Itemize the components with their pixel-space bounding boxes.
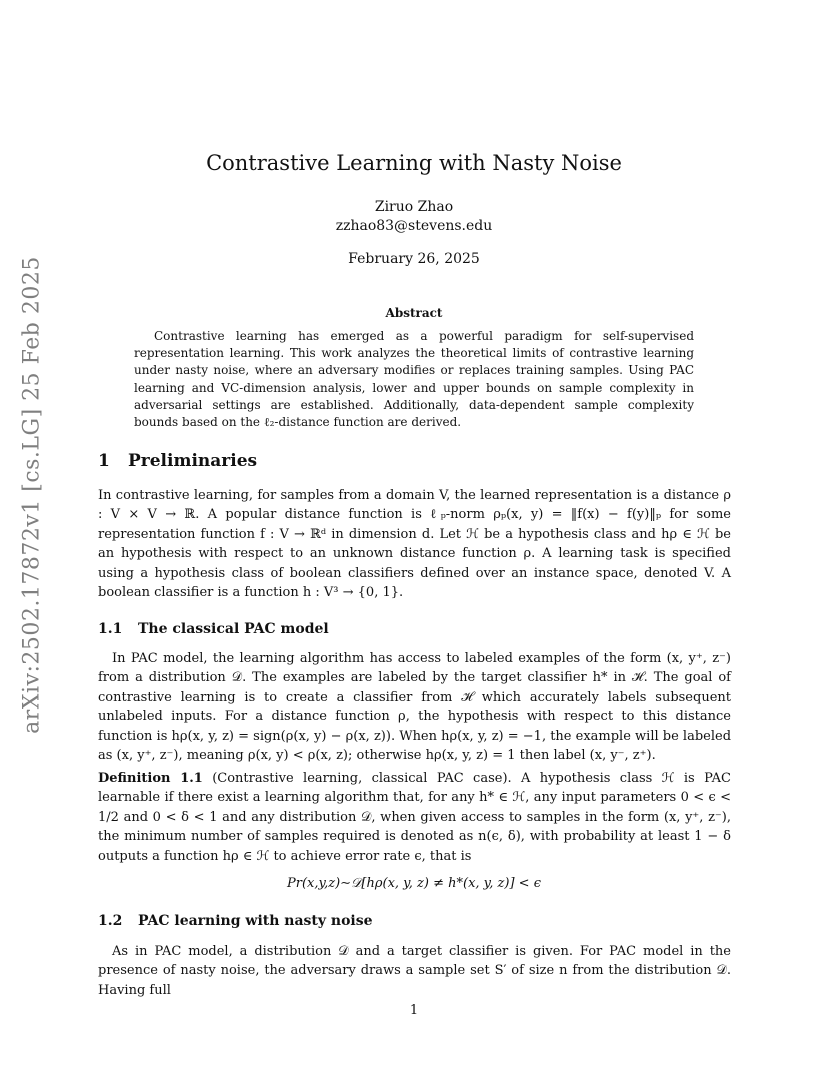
subsection-1-1-heading: [98, 621, 329, 637]
subsection-number: 1.2: [98, 913, 123, 929]
definition-equation: Pr(x,y,z)∼𝒟[hρ(x, y, z) ≠ h*(x, y, z)] < ϵ: [286, 876, 541, 891]
paper-title: Contrastive Learning with Nasty Noise: [206, 151, 622, 175]
subsection-1-2-heading: [98, 913, 373, 929]
arxiv-stamp: [14, 250, 50, 740]
subsection-1-2-text: As in PAC model, a distribution 𝒟 and a target classifier is given. For PAC model in the presence of nasty noise, the adversary draws a sample set S′ of size n from the distribution 𝒟. Having full: [98, 944, 731, 998]
section-number: 1: [98, 451, 110, 471]
section-1-heading: [98, 451, 257, 471]
definition-block: [98, 769, 731, 866]
subsection-1-1-paragraph: [98, 649, 731, 765]
subsection-number: 1.1: [98, 621, 123, 637]
section-1-text: In contrastive learning, for samples from a domain V, the learned representation is a distance ρ : V × V → ℝ. A popular distance function is ℓₚ-norm ρₚ(x, y) = ‖f(x) − f(y)‖ₚ for some representation function f : V → ℝᵈ in dimension d. Let ℋ be a hypothesis class and hρ ∈ ℋ be an hypothesis with respect to an unknown distance function ρ. A learning task is specified using a hypothesis class of boolean classifiers defined over an instance space, denoted V. A boolean classifier is a function h : V³ → {0, 1}.: [98, 488, 731, 601]
author-email: zzhao83@stevens.edu: [335, 218, 493, 234]
subsection-title: The classical PAC model: [138, 621, 329, 637]
page-number: 1: [409, 1003, 419, 1018]
subsection-title: PAC learning with nasty noise: [138, 913, 373, 929]
paper-date: February 26, 2025: [348, 251, 480, 267]
abstract-heading: Abstract: [385, 306, 443, 320]
section-title: Preliminaries: [128, 451, 258, 471]
definition-text: A hypothesis class ℋ is PAC learnable if there exist a learning algorithm that, for any h* ∈ ℋ, any input parameters 0 < ϵ < 1/2 and 0 < δ < 1 and any distribution 𝒟, when given access to samples in the form (x, y⁺, z⁻), the minimum number of samples required is denoted as n(ϵ, δ), with probability at least 1 − δ outputs a function hρ ∈ ℋ to achieve error rate ϵ, that is: [98, 771, 731, 864]
abstract-text: Contrastive learning has emerged as a powerful paradigm for self-supervised representation learning. This work analyzes the theoretical limits of contrastive learning under nasty noise, where an adversary modifies or replaces training samples. Using PAC learning and VC-dimension analysis, lower and upper bounds on sample complexity in adversarial settings are established. Additionally, data-dependent sample complexity bounds based on the ℓ₂-distance function are derived.: [134, 329, 694, 430]
arxiv-stamp-text: arXiv:2502.17872v1 [cs.LG] 25 Feb 2025: [19, 256, 45, 734]
abstract-body: [134, 328, 694, 431]
subsection-1-2-paragraph: [98, 942, 731, 1000]
definition-label: Definition 1.1: [98, 771, 203, 786]
definition-text-wrap: [98, 769, 731, 866]
subsection-1-1-text: In PAC model, the learning algorithm has access to labeled examples of the form (x, y⁺, z⁻) from a distribution 𝒟. The examples are labeled by the target classifier h* in ℋ. The goal of contrastive learning is to create a classifier from ℋ which accurately labels subsequent unlabeled inputs. For a distance function ρ, the hypothesis with respect to this distance function is hρ(x, y, z) = sign(ρ(x, y) − ρ(x, z)). When hρ(x, y, z) = −1, the example will be labeled as (x, y⁺, z⁻), meaning ρ(x, y) < ρ(x, z); otherwise hρ(x, y, z) = 1 then label (x, y⁻, z⁺).: [98, 651, 732, 764]
section-1-paragraph: [98, 486, 731, 602]
definition-name: (Contrastive learning, classical PAC case).: [212, 771, 512, 786]
author-name: Ziruo Zhao: [374, 199, 454, 215]
